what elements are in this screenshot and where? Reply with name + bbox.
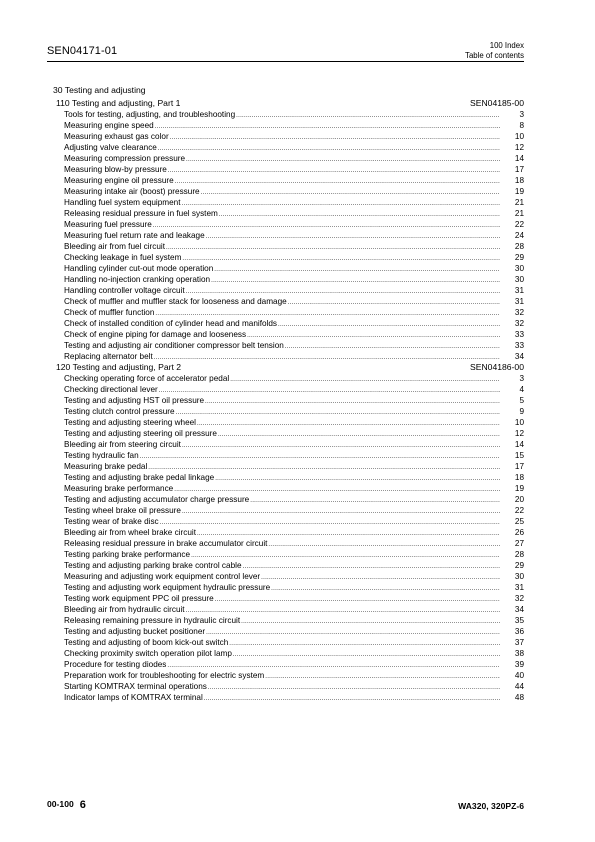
toc-entry-page: 10 [514, 132, 524, 141]
toc-entry[interactable] [53, 175, 524, 186]
toc-entry[interactable] [53, 263, 524, 274]
toc-dot-leader [182, 252, 500, 263]
toc-entry-title: Measuring fuel pressure [64, 220, 152, 229]
toc-entry[interactable] [53, 142, 524, 153]
toc-part-heading[interactable] [53, 98, 524, 109]
section-title: 30 Testing and adjusting [53, 85, 146, 95]
toc-entry-page: 48 [514, 693, 524, 702]
toc-entry[interactable] [53, 494, 524, 505]
toc-entry[interactable] [53, 659, 524, 670]
toc-dot-leader [155, 120, 500, 131]
toc-entry-title: Testing and adjusting steering wheel [64, 418, 196, 427]
toc-entry-page: 19 [514, 484, 524, 493]
toc-entry[interactable] [53, 648, 524, 659]
toc-entry-page: 22 [514, 220, 524, 229]
toc-entry[interactable] [53, 186, 524, 197]
toc-entry-page: 31 [514, 286, 524, 295]
footer-page-sub: 6 [79, 799, 86, 811]
toc-entry-page: 34 [514, 352, 524, 361]
toc-entry[interactable] [53, 681, 524, 692]
toc-entry-page: 5 [519, 396, 524, 405]
toc-entry-title: Checking directional lever [64, 385, 158, 394]
toc-entry[interactable] [53, 538, 524, 549]
toc-entry-page: 35 [514, 616, 524, 625]
toc-entry-page: 4 [519, 385, 524, 394]
toc-entry[interactable] [53, 505, 524, 516]
toc-entry[interactable] [53, 164, 524, 175]
part-title: 110 Testing and adjusting, Part 1 [56, 98, 181, 108]
toc-entry[interactable] [53, 197, 524, 208]
toc-entry[interactable] [53, 252, 524, 263]
toc-entry-page: 28 [514, 550, 524, 559]
toc-entry-page: 8 [519, 121, 524, 130]
toc-dot-leader [219, 208, 500, 219]
toc-dot-leader [243, 560, 500, 571]
toc-entry-title: Handling cylinder cut-out mode operation [64, 264, 214, 273]
footer-page-code: 00-100 [47, 799, 74, 809]
toc-entry-page: 31 [514, 583, 524, 592]
toc-entry[interactable] [53, 241, 524, 252]
header-section-info [465, 41, 524, 61]
toc-entry-title: Bleeding air from wheel brake circuit [64, 528, 196, 537]
toc-entry[interactable] [53, 593, 524, 604]
toc-entry-title: Testing wear of brake disc [64, 517, 159, 526]
toc-dot-leader [241, 615, 500, 626]
toc-entry-page: 18 [514, 176, 524, 185]
toc-entry-title: Bleeding air from hydraulic circuit [64, 605, 185, 614]
toc-entry-page: 15 [514, 451, 524, 460]
toc-entry[interactable] [53, 318, 524, 329]
toc-entry-title: Check of engine piping for damage and looseness [64, 330, 247, 339]
toc-entry-title: Testing and adjusting air conditioner compressor belt tension [64, 341, 284, 350]
toc-entry-page: 22 [514, 506, 524, 515]
toc-entry-page: 39 [514, 660, 524, 669]
toc-dot-leader [160, 516, 500, 527]
toc-entry-title: Check of installed condition of cylinder head and manifolds [64, 319, 278, 328]
toc-dot-leader [278, 318, 500, 329]
toc-entry-title: Checking leakage in fuel system [64, 253, 182, 262]
toc-entry-title: Testing and adjusting work equipment hydraulic pressure [64, 583, 271, 592]
toc-entry-title: Tools for testing, adjusting, and troubleshooting [64, 110, 236, 119]
toc-entry[interactable] [53, 571, 524, 582]
toc-entry-title: Checking proximity switch operation pilot lamp [64, 649, 232, 658]
toc-entry[interactable] [53, 296, 524, 307]
toc-entry-title: Testing and adjusting brake pedal linkage [64, 473, 215, 482]
toc-entry-title: Testing and adjusting accumulator charge pressure [64, 495, 250, 504]
toc-dot-leader [186, 604, 500, 615]
toc-entry[interactable] [53, 219, 524, 230]
toc-entry-page: 14 [514, 154, 524, 163]
toc-entry-page: 20 [514, 495, 524, 504]
toc-entry-title: Testing and adjusting of boom kick-out switch [64, 638, 229, 647]
toc-entry-page: 17 [514, 462, 524, 471]
toc-entry[interactable] [53, 604, 524, 615]
toc-entry-page: 12 [514, 429, 524, 438]
toc-dot-leader [155, 307, 500, 318]
toc-dot-leader [205, 395, 500, 406]
toc-entry[interactable] [53, 626, 524, 637]
toc-entry-page: 32 [514, 319, 524, 328]
toc-entry-title: Testing and adjusting parking brake control cable [64, 561, 242, 570]
toc-entry-title: Handling no-injection cranking operation [64, 275, 211, 284]
toc-entry-page: 32 [514, 594, 524, 603]
toc-dot-leader [204, 692, 500, 703]
toc-entry-title: Handling controller voltage circuit [64, 286, 185, 295]
toc-entry-title: Releasing residual pressure in brake accumulator circuit [64, 539, 268, 548]
toc-dot-leader [182, 505, 500, 516]
toc-entry-page: 21 [514, 209, 524, 218]
toc-entry-page: 3 [519, 110, 524, 119]
header-toc-line: Table of contents [465, 51, 524, 60]
toc-entry-title: Measuring compression pressure [64, 154, 186, 163]
toc-entry-title: Indicator lamps of KOMTRAX terminal [64, 693, 203, 702]
toc-entry-title: Adjusting valve clearance [64, 143, 157, 152]
toc-entry-title: Measuring brake performance [64, 484, 174, 493]
toc-entry-title: Measuring and adjusting work equipment control lever [64, 572, 261, 581]
toc-dot-leader [158, 142, 500, 153]
toc-entry[interactable] [53, 274, 524, 285]
toc-entry-page: 33 [514, 341, 524, 350]
toc-entry-page: 44 [514, 682, 524, 691]
toc-entry-page: 19 [514, 187, 524, 196]
toc-entry-title: Measuring engine oil pressure [64, 176, 174, 185]
toc-entry-title: Testing hydraulic fan [64, 451, 139, 460]
toc-dot-leader [215, 593, 500, 604]
toc-dot-leader [168, 164, 500, 175]
toc-entry[interactable] [53, 637, 524, 648]
toc-entry-title: Testing work equipment PPC oil pressure [64, 594, 214, 603]
toc-entry-title: Bleeding air from steering circuit [64, 440, 181, 449]
toc-dot-leader [230, 373, 500, 384]
footer-page-number [47, 798, 86, 810]
toc-entry[interactable] [53, 351, 524, 362]
toc-entry[interactable] [53, 395, 524, 406]
toc-entry[interactable] [53, 549, 524, 560]
toc-entry-page: 17 [514, 165, 524, 174]
toc-entry[interactable] [53, 208, 524, 219]
toc-entry[interactable] [53, 153, 524, 164]
toc-entry-title: Replacing alternator belt [64, 352, 153, 361]
toc-dot-leader [229, 637, 500, 648]
toc-entry-page: 24 [514, 231, 524, 240]
toc-dot-leader [153, 219, 500, 230]
toc-entry-title: Testing parking brake performance [64, 550, 191, 559]
toc-dot-leader [215, 472, 500, 483]
toc-entry-page: 36 [514, 627, 524, 636]
toc-dot-leader [206, 626, 500, 637]
toc-dot-leader [218, 428, 500, 439]
toc-entry[interactable] [53, 373, 524, 384]
toc-entry-page: 40 [514, 671, 524, 680]
toc-dot-leader [186, 285, 500, 296]
toc-entry[interactable] [53, 131, 524, 142]
toc-entry-page: 21 [514, 198, 524, 207]
toc-entry-title: Starting KOMTRAX terminal operations [64, 682, 207, 691]
part-document-code: SEN04186-00 [470, 362, 524, 372]
toc-entry-page: 29 [514, 253, 524, 262]
toc-entry[interactable] [53, 428, 524, 439]
toc-entry[interactable] [53, 109, 524, 120]
header-index-line: 100 Index [489, 41, 524, 50]
toc-entry[interactable] [53, 230, 524, 241]
toc-entry-page: 32 [514, 308, 524, 317]
toc-dot-leader [197, 527, 500, 538]
toc-dot-leader [265, 670, 500, 681]
toc-entry[interactable] [53, 582, 524, 593]
toc-entry-page: 31 [514, 297, 524, 306]
toc-dot-leader [288, 296, 500, 307]
toc-dot-leader [191, 549, 500, 560]
toc-dot-leader [166, 241, 500, 252]
toc-parts [53, 98, 524, 703]
toc-entry-title: Measuring intake air (boost) pressure [64, 187, 200, 196]
toc-dot-leader [197, 417, 500, 428]
toc-entry-title: Releasing remaining pressure in hydraulic circuit [64, 616, 241, 625]
toc-entry[interactable] [53, 516, 524, 527]
toc-entry-title: Procedure for testing diodes [64, 660, 167, 669]
toc-dot-leader [167, 659, 500, 670]
toc-entry[interactable] [53, 461, 524, 472]
toc-entry-page: 9 [519, 407, 524, 416]
toc-entry-page: 3 [519, 374, 524, 383]
header-divider [47, 61, 524, 62]
toc-entry-title: Bleeding air from fuel circuit [64, 242, 166, 251]
toc-dot-leader [271, 582, 500, 593]
toc-entry-title: Testing clutch control pressure [64, 407, 175, 416]
toc-entry[interactable] [53, 329, 524, 340]
document-number: SEN04171-01 [47, 45, 118, 57]
toc-entry-title: Measuring exhaust gas color [64, 132, 169, 141]
toc-entry[interactable] [53, 560, 524, 571]
toc-entry-page: 30 [514, 264, 524, 273]
toc-dot-leader [170, 131, 500, 142]
toc-entry-page: 14 [514, 440, 524, 449]
toc-entry-page: 28 [514, 242, 524, 251]
toc-entry-title: Testing wheel brake oil pressure [64, 506, 181, 515]
toc-entry-page: 18 [514, 473, 524, 482]
toc-dot-leader [261, 571, 500, 582]
toc-dot-leader [247, 329, 500, 340]
toc-dot-leader [250, 494, 500, 505]
toc-entry-title: Preparation work for troubleshooting for electric system [64, 671, 265, 680]
table-of-contents [53, 84, 524, 703]
toc-dot-leader [140, 450, 500, 461]
toc-entry-title: Check of muffler function [64, 308, 155, 317]
footer-model: WA320, 320PZ-6 [458, 801, 524, 811]
toc-entry-page: 12 [514, 143, 524, 152]
toc-dot-leader [201, 186, 500, 197]
toc-dot-leader [176, 406, 500, 417]
toc-entry-title: Measuring fuel return rate and leakage [64, 231, 205, 240]
toc-entry[interactable] [53, 527, 524, 538]
toc-entry[interactable] [53, 615, 524, 626]
toc-entry[interactable] [53, 692, 524, 703]
toc-entry-page: 10 [514, 418, 524, 427]
toc-entry[interactable] [53, 120, 524, 131]
toc-entry-page: 34 [514, 605, 524, 614]
toc-entry-page: 30 [514, 572, 524, 581]
toc-entry[interactable] [53, 340, 524, 351]
toc-dot-leader [285, 340, 500, 351]
toc-dot-leader [206, 230, 500, 241]
toc-entry[interactable] [53, 450, 524, 461]
toc-entry-page: 26 [514, 528, 524, 537]
toc-dot-leader [159, 384, 500, 395]
toc-dot-leader [154, 351, 500, 362]
toc-entry-page: 29 [514, 561, 524, 570]
toc-entry[interactable] [53, 483, 524, 494]
toc-entry-title: Measuring engine speed [64, 121, 154, 130]
toc-dot-leader [182, 197, 500, 208]
toc-entry-title: Releasing residual pressure in fuel system [64, 209, 218, 218]
toc-dot-leader [175, 175, 500, 186]
toc-entry[interactable] [53, 439, 524, 450]
toc-entry-title: Measuring blow-by pressure [64, 165, 167, 174]
toc-dot-leader [186, 153, 500, 164]
toc-entry-title: Testing and adjusting HST oil pressure [64, 396, 205, 405]
toc-dot-leader [236, 109, 500, 120]
toc-dot-leader [148, 461, 500, 472]
toc-dot-leader [214, 263, 500, 274]
toc-part-heading[interactable] [53, 362, 524, 373]
page-footer [47, 796, 524, 816]
toc-entry[interactable] [53, 670, 524, 681]
toc-dot-leader [208, 681, 500, 692]
toc-entry-page: 33 [514, 330, 524, 339]
part-document-code: SEN04185-00 [470, 98, 524, 108]
toc-entry-page: 27 [514, 539, 524, 548]
toc-dot-leader [233, 648, 500, 659]
toc-entry-title: Testing and adjusting bucket positioner [64, 627, 206, 636]
toc-entry[interactable] [53, 472, 524, 483]
toc-entry-title: Check of muffler and muffler stack for looseness and damage [64, 297, 287, 306]
toc-entry-title: Measuring brake pedal [64, 462, 148, 471]
toc-entry-page: 37 [514, 638, 524, 647]
toc-entry[interactable] [53, 384, 524, 395]
toc-dot-leader [268, 538, 500, 549]
toc-entry[interactable] [53, 417, 524, 428]
toc-entry-page: 38 [514, 649, 524, 658]
toc-dot-leader [174, 483, 500, 494]
toc-dot-leader [211, 274, 500, 285]
toc-entry-title: Handling fuel system equipment [64, 198, 181, 207]
toc-entry-title: Checking operating force of accelerator pedal [64, 374, 230, 383]
part-title: 120 Testing and adjusting, Part 2 [56, 362, 182, 372]
toc-entry-page: 30 [514, 275, 524, 284]
toc-entry-title: Testing and adjusting steering oil pressure [64, 429, 217, 438]
toc-entry[interactable] [53, 307, 524, 318]
toc-entry[interactable] [53, 406, 524, 417]
toc-entry[interactable] [53, 285, 524, 296]
toc-dot-leader [182, 439, 500, 450]
toc-entry-page: 25 [514, 517, 524, 526]
